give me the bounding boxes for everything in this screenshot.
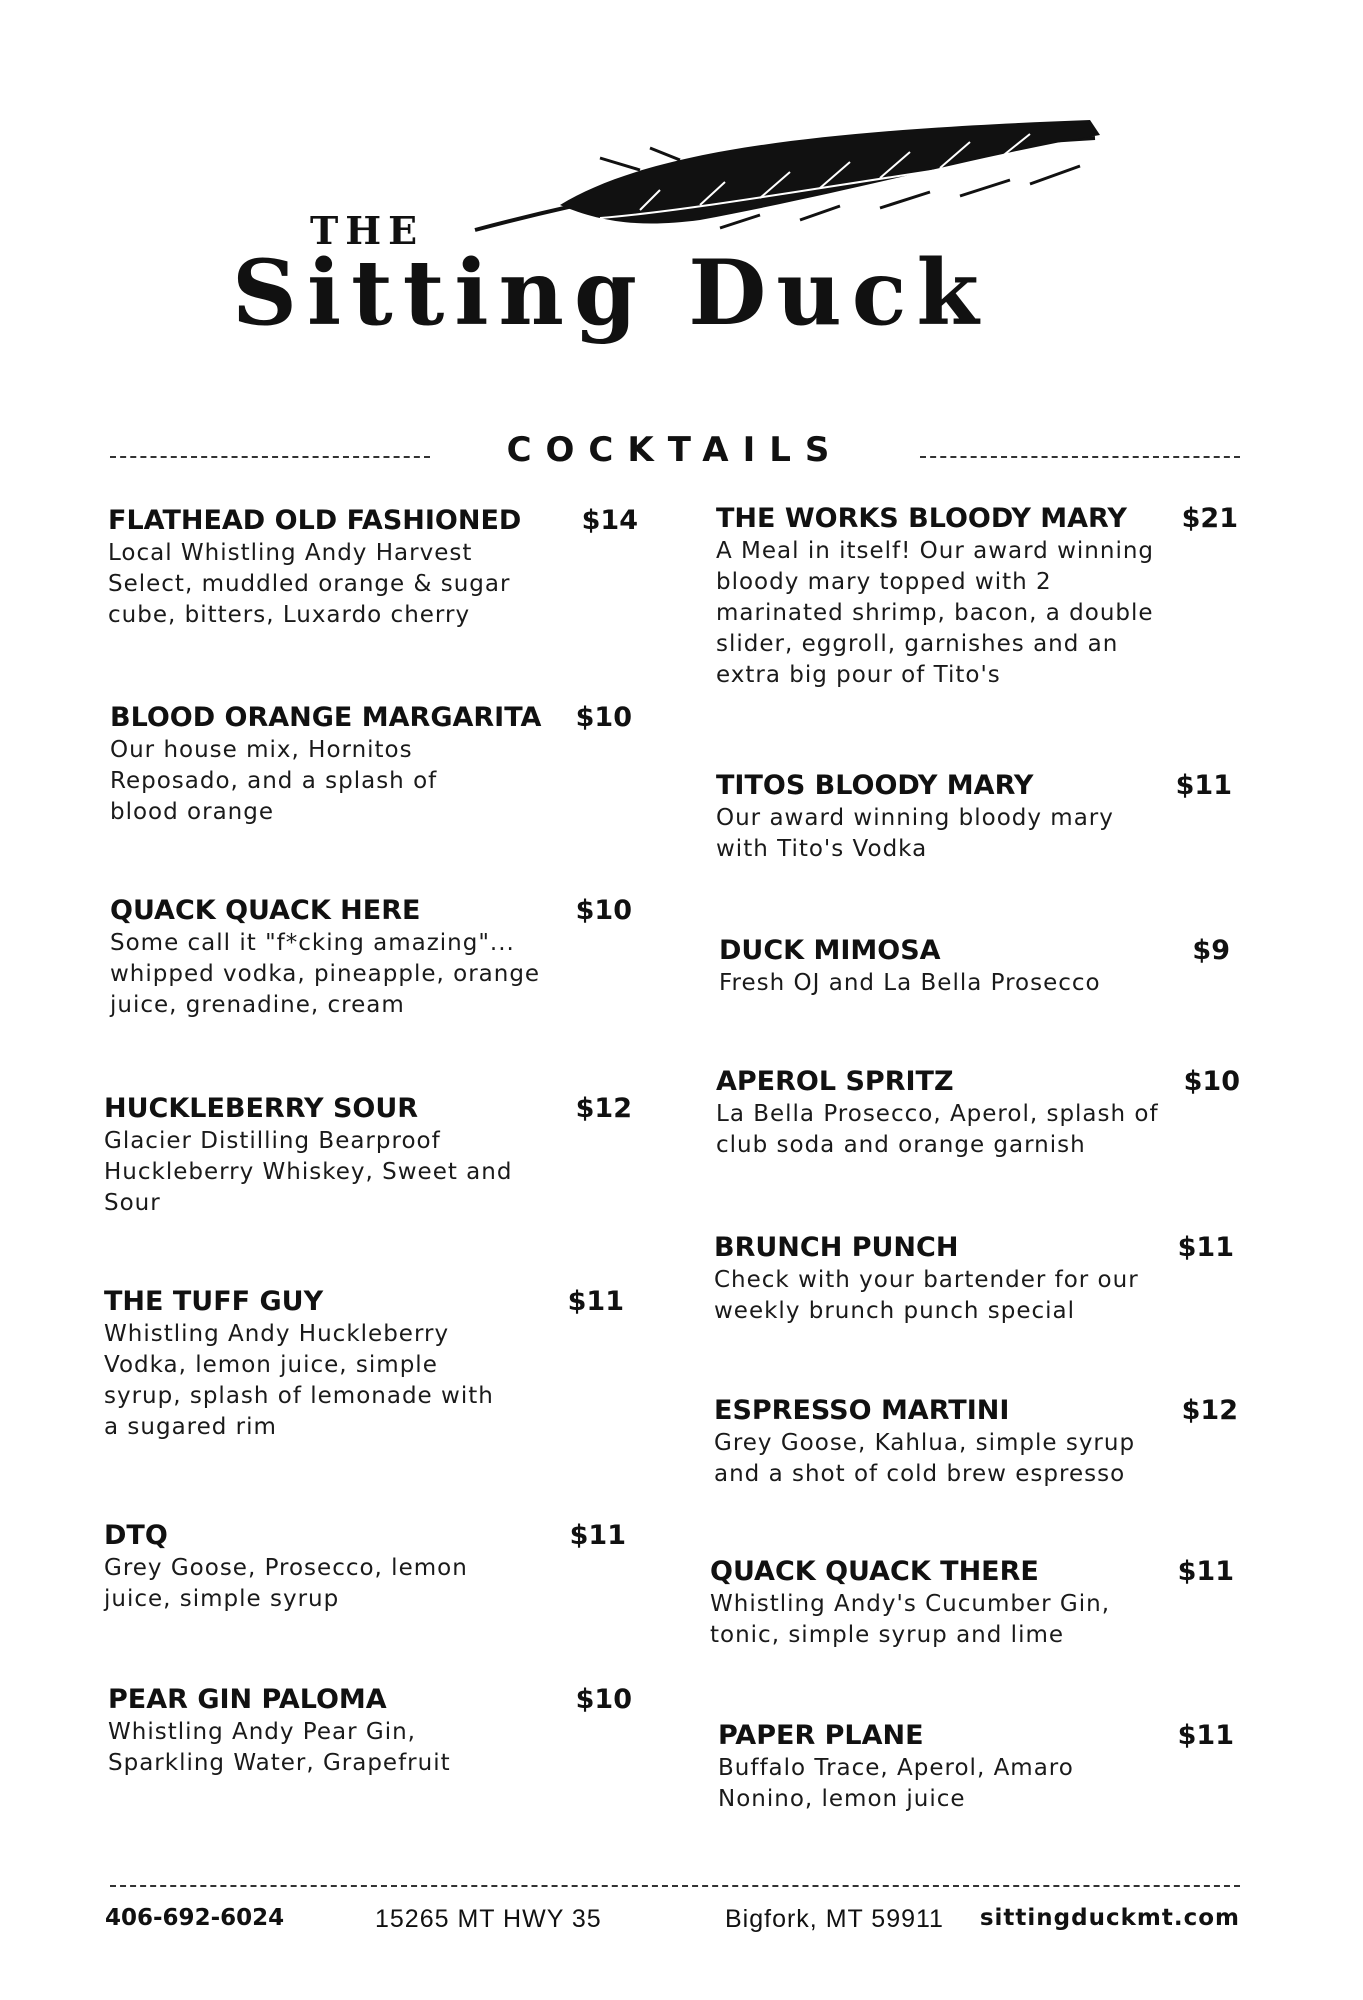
footer-website[interactable]: sittingduckmt.com <box>979 1905 1240 1931</box>
menu-item <box>718 1720 1234 1815</box>
item-description: Grey Goose, Prosecco, lemon juice, simple syrup <box>104 1555 468 1612</box>
item-price: $12 <box>1181 1395 1238 1426</box>
menu-item <box>714 1395 1238 1490</box>
item-price: $9 <box>1192 935 1230 966</box>
menu-item <box>104 1286 624 1443</box>
item-price: $14 <box>581 505 638 536</box>
menu-item <box>716 770 1232 865</box>
footer-divider <box>110 1885 1240 1887</box>
item-name: ESPRESSO MARTINI <box>714 1395 1010 1426</box>
menu-item <box>710 1556 1234 1651</box>
section-header <box>110 430 1240 480</box>
item-description: Buffalo Trace, Aperol, Amaro Nonino, lemon juice <box>718 1755 1074 1812</box>
menu-item <box>108 505 638 631</box>
footer-city: Bigfork, MT 59911 <box>725 1905 944 1933</box>
item-description: Check with your bartender for our weekly brunch punch special <box>714 1267 1139 1324</box>
item-price: $10 <box>575 895 632 926</box>
menu-item <box>104 1093 632 1219</box>
item-name: BRUNCH PUNCH <box>714 1232 959 1263</box>
logo-title: Sitting Duck <box>232 240 989 346</box>
item-description: Local Whistling Andy Harvest Select, muddled orange & sugar cube, bitters, Luxardo cherry <box>108 540 511 628</box>
item-name: DTQ <box>104 1520 168 1551</box>
item-name: PAPER PLANE <box>718 1720 924 1751</box>
item-description: La Bella Prosecco, Aperol, splash of club soda and orange garnish <box>716 1101 1159 1158</box>
item-name: QUACK QUACK THERE <box>710 1556 1039 1587</box>
item-price: $12 <box>575 1093 632 1124</box>
footer-phone[interactable]: 406-692-6024 <box>105 1905 285 1931</box>
item-price: $10 <box>575 702 632 733</box>
section-title: COCKTAILS <box>506 430 844 470</box>
item-name: QUACK QUACK HERE <box>110 895 421 926</box>
item-price: $11 <box>567 1286 624 1317</box>
menu-item <box>714 1232 1234 1327</box>
item-name: HUCKLEBERRY SOUR <box>104 1093 419 1124</box>
item-description: Fresh OJ and La Bella Prosecco <box>719 970 1101 996</box>
item-name: PEAR GIN PALOMA <box>108 1684 387 1715</box>
footer <box>105 1905 1240 1945</box>
item-name: THE TUFF GUY <box>104 1286 324 1317</box>
item-name: APEROL SPRITZ <box>716 1066 954 1097</box>
item-description: Whistling Andy's Cucumber Gin, tonic, simple syrup and lime <box>710 1591 1110 1648</box>
menu-item <box>719 935 1230 999</box>
item-price: $11 <box>1177 1232 1234 1263</box>
item-price: $11 <box>1177 1720 1234 1751</box>
menu-item <box>716 503 1238 691</box>
item-price: $10 <box>1183 1066 1240 1097</box>
item-name: BLOOD ORANGE MARGARITA <box>110 702 542 733</box>
item-price: $11 <box>1175 770 1232 801</box>
menu-item <box>108 1684 632 1779</box>
item-description: Whistling Andy Huckleberry Vodka, lemon juice, simple syrup, splash of lemonade with a sugared rim <box>104 1321 494 1440</box>
menu-item <box>104 1520 626 1615</box>
item-description: Grey Goose, Kahlua, simple syrup and a shot of cold brew espresso <box>714 1430 1136 1487</box>
item-description: Our house mix, Hornitos Reposado, and a splash of blood orange <box>110 737 438 825</box>
item-description: A Meal in itself! Our award winning bloody mary topped with 2 marinated shrimp, bacon, a double slider, eggroll, garnishes and an extra big pour of Tito's <box>716 538 1155 688</box>
item-description: Our award winning bloody mary with Tito's Vodka <box>716 805 1114 862</box>
item-description: Glacier Distilling Bearproof Huckleberry Whiskey, Sweet and Sour <box>104 1128 513 1216</box>
item-price: $10 <box>575 1684 632 1715</box>
item-name: TITOS BLOODY MARY <box>716 770 1034 801</box>
item-price: $11 <box>1177 1556 1234 1587</box>
item-name: FLATHEAD OLD FASHIONED <box>108 505 522 536</box>
item-description: Whistling Andy Pear Gin, Sparkling Water, Grapefruit <box>108 1719 451 1776</box>
item-name: DUCK MIMOSA <box>719 935 941 966</box>
item-price: $11 <box>569 1520 626 1551</box>
item-name: THE WORKS BLOODY MARY <box>716 503 1127 534</box>
logo <box>0 110 1363 360</box>
item-price: $21 <box>1181 503 1238 534</box>
logo-the: THE <box>310 208 425 253</box>
menu-item <box>716 1066 1240 1161</box>
menu-item <box>110 702 632 828</box>
menu-item <box>110 895 632 1021</box>
footer-address: 15265 MT HWY 35 <box>375 1905 602 1933</box>
item-description: Some call it "f*cking amazing"... whipped vodka, pineapple, orange juice, grenadine, cream <box>110 930 541 1018</box>
divider-right <box>920 456 1240 458</box>
